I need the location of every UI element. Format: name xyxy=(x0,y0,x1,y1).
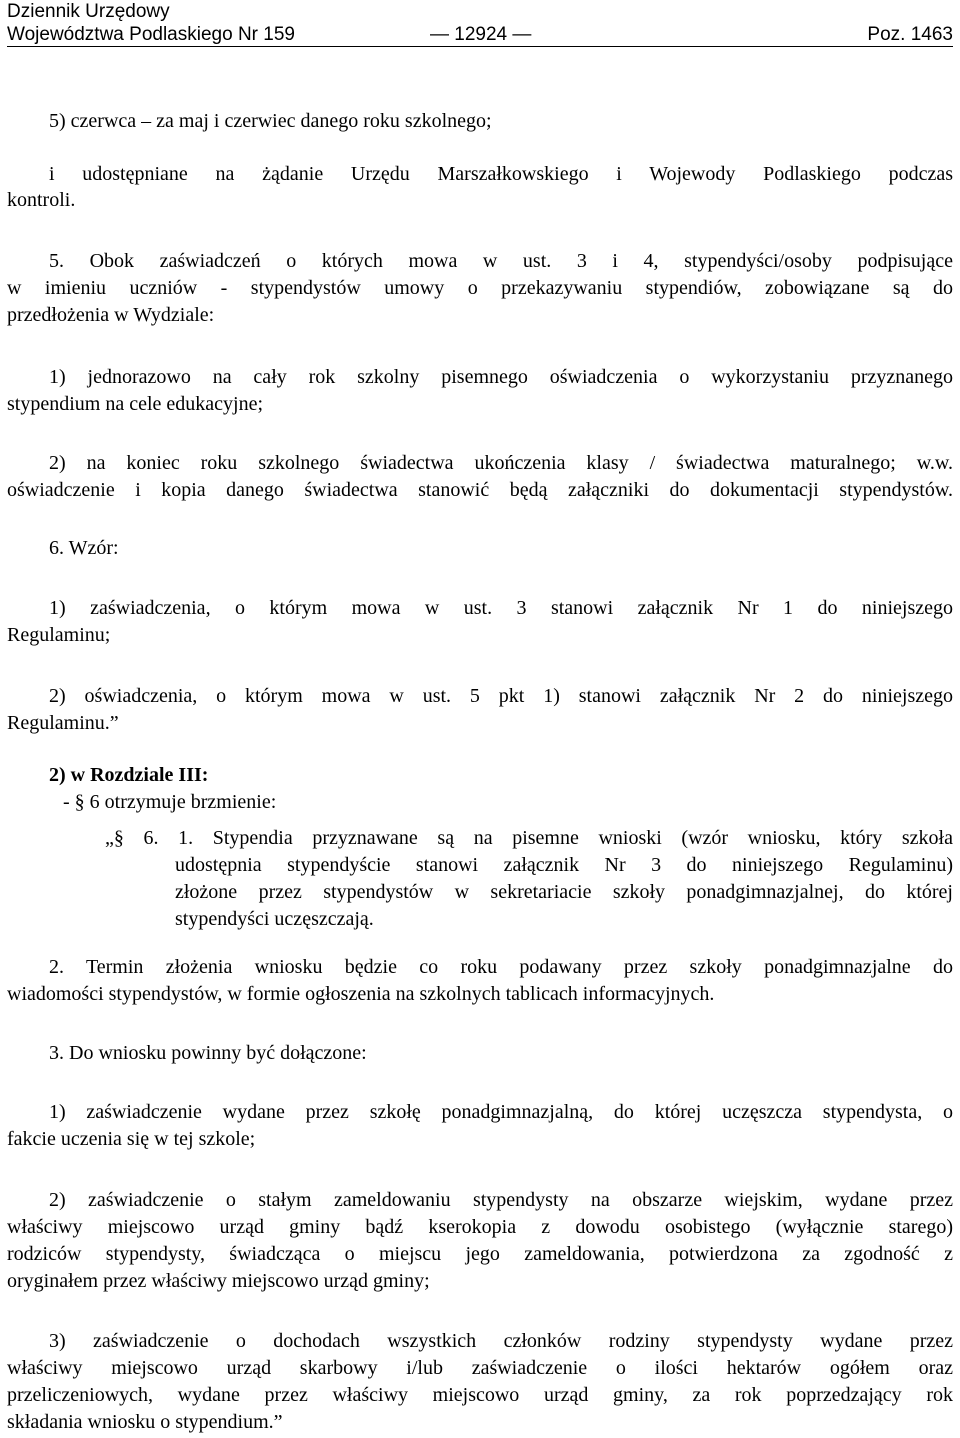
text-line: 5. Obok zaświadczeń o których mowa w ust. 3 i 4, stypendyści/osoby podpisujące xyxy=(49,250,953,272)
text-line: i udostępniane na żądanie Urzędu Marszałkowskiego i Wojewody Podlaskiego podczas xyxy=(49,163,953,185)
text-line: Regulaminu; xyxy=(7,624,111,646)
text-line: oświadczenie i kopia danego świadectwa stanowić będą załączniki do dokumentacji stypendystów. xyxy=(7,479,953,501)
text-line: właściwy miejscowo urząd skarbowy i/lub zaświadczenie o ilości hektarów ogółem oraz xyxy=(7,1357,953,1379)
text-line: fakcie uczenia się w tej szkole; xyxy=(7,1128,256,1150)
text-line: przedłożenia w Wydziale: xyxy=(7,304,215,326)
text-line: - § 6 otrzymuje brzmienie: xyxy=(63,791,277,813)
text-line: w imieniu uczniów - stypendystów umowy o przekazywaniu stypendiów, zobowiązane są do xyxy=(7,277,953,299)
section-heading: 2) w Rozdziale III: xyxy=(49,764,209,786)
header-row-2 xyxy=(7,23,953,46)
text-line: oryginałem przez właściwy miejscowo urząd gminy; xyxy=(7,1270,430,1292)
text-line: złożone przez stypendystów w sekretariacie szkoły ponadgimnazjalnej, do której xyxy=(175,881,953,903)
text-line: przeliczeniowych, wydane przez właściwy miejscowo urząd gminy, za rok poprzedzający rok xyxy=(7,1384,953,1406)
text-line: 1) zaświadczenie wydane przez szkołę ponadgimnazjalną, do której uczęszcza stypendysta, o xyxy=(49,1101,953,1123)
text-line: stypendyści uczęszczają. xyxy=(175,908,374,930)
text-line: 2) zaświadczenie o stałym zameldowaniu stypendysty na obszarze wiejskim, wydane przez xyxy=(49,1189,953,1211)
text-line: 2. Termin złożenia wniosku będzie co roku podawany przez szkoły ponadgimnazjalne do xyxy=(49,956,953,978)
header-rule xyxy=(7,46,953,47)
text-line: 3) zaświadczenie o dochodach wszystkich członków rodziny stypendysty wydane przez xyxy=(49,1330,953,1352)
text-line: właściwy miejscowo urząd gminy bądź kserokopia z dowodu osobistego (wyłącznie starego) xyxy=(7,1216,953,1238)
text-line: 1) zaświadczenia, o którym mowa w ust. 3 stanowi załącznik Nr 1 do niniejszego xyxy=(49,597,953,619)
text-line: 1) jednorazowo na cały rok szkolny pisemnego oświadczenia o wykorzystaniu przyznanego xyxy=(49,366,953,388)
text-line: „§ 6. 1. Stypendia przyznawane są na pisemne wnioski (wzór wniosku, który szkoła xyxy=(105,827,953,849)
text-line: 2) na koniec roku szkolnego świadectwa ukończenia klasy / świadectwa maturalnego; w.w. xyxy=(49,452,953,474)
text-line: udostępnia stypendyście stanowi załącznik Nr 3 do niniejszego Regulaminu) xyxy=(175,854,953,876)
text-line: kontroli. xyxy=(7,189,76,211)
text-line: 3. Do wniosku powinny być dołączone: xyxy=(49,1042,367,1064)
page-header xyxy=(7,0,953,48)
header-row-1 xyxy=(7,0,953,23)
text-line: stypendium na cele edukacyjne; xyxy=(7,393,264,415)
text-line: Regulaminu.” xyxy=(7,712,119,734)
journal-subtitle: Województwa Podlaskiego Nr 159 xyxy=(7,24,295,45)
journal-title: Dziennik Urzędowy xyxy=(7,1,170,22)
text-line: składania wniosku o stypendium.” xyxy=(7,1411,283,1433)
position-number: Poz. 1463 xyxy=(867,24,953,45)
text-line: 6. Wzór: xyxy=(49,537,119,559)
text-line: wiadomości stypendystów, w formie ogłoszenia na szkolnych tablicach informacyjnych. xyxy=(7,983,715,1005)
text-line: 2) oświadczenia, o którym mowa w ust. 5 pkt 1) stanowi załącznik Nr 2 do niniejszego xyxy=(49,685,953,707)
page-number: — 12924 — xyxy=(430,24,532,45)
text-line: rodziców stypendysty, świadcząca o miejscu jego zameldowania, potwierdzona za zgodność z xyxy=(7,1243,953,1265)
text-line: 5) czerwca – za maj i czerwiec danego roku szkolnego; xyxy=(49,110,492,132)
